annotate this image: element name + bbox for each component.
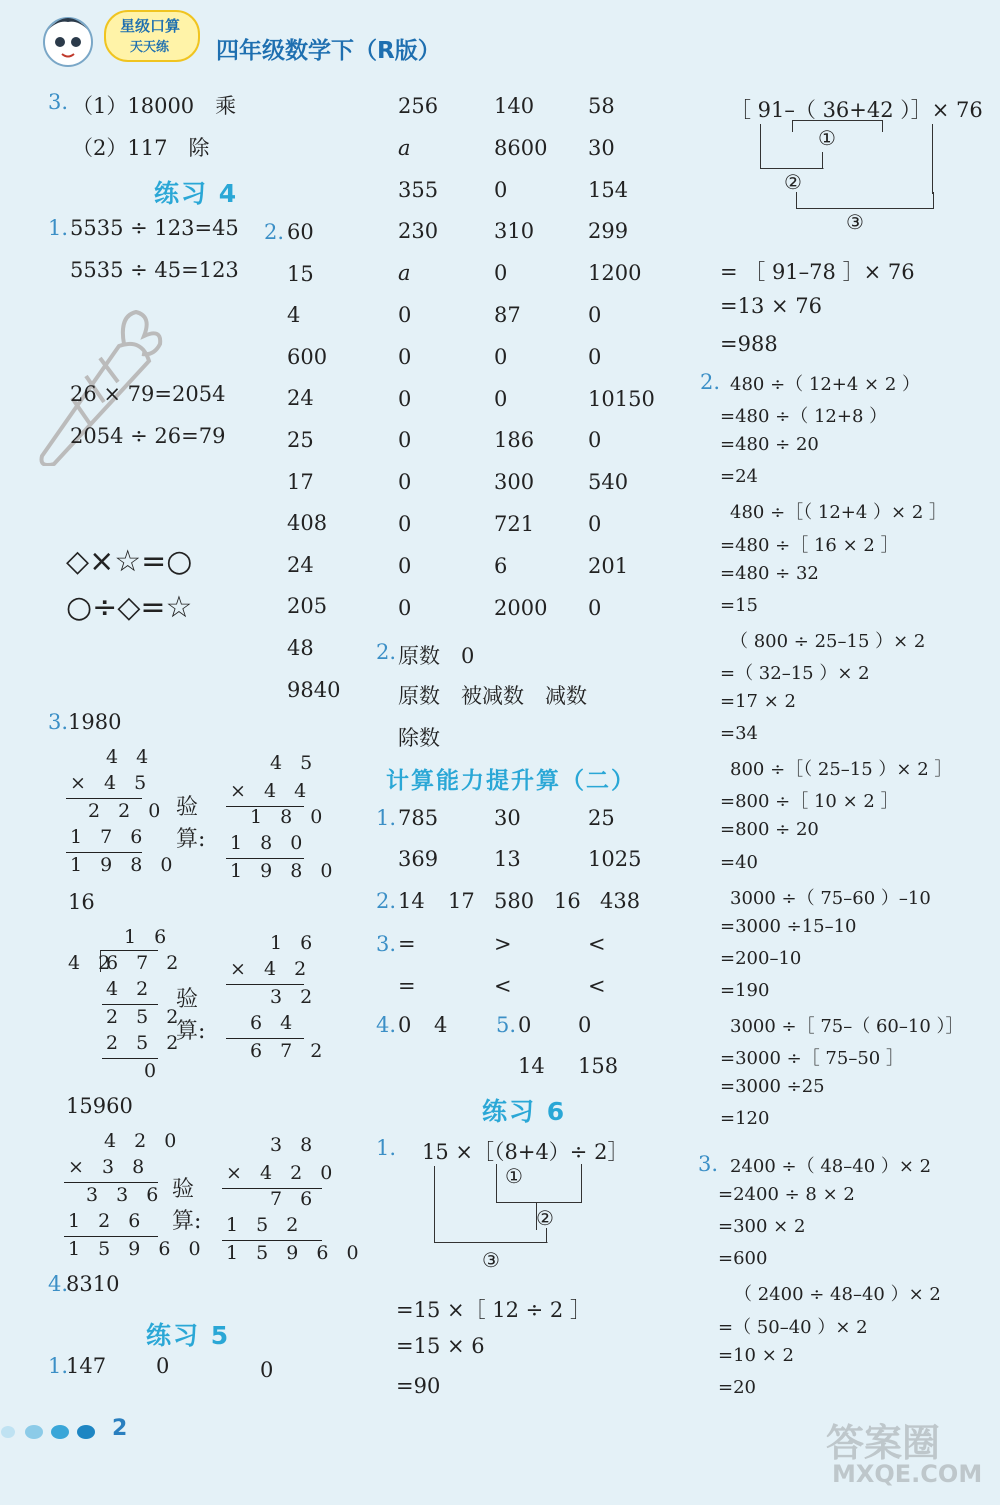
mult1v-row5: 1 9 8 0 (230, 860, 339, 882)
c3-p6-num: 1. (376, 1136, 397, 1160)
p6-brace3b (546, 1228, 547, 1242)
c3-c2-v2: 17 (448, 889, 475, 913)
c3-grid-cell: 0 (398, 470, 412, 495)
div1-quotient: 1 6 (124, 926, 173, 948)
c1-p5-v2: 0 (156, 1354, 170, 1378)
mult1v-row4: 1 8 0 (230, 832, 309, 854)
c4-q3-line: =600 (718, 1248, 768, 1270)
c3-c5-r1b: 0 (578, 1013, 592, 1037)
mult2v-row2: × 4 2 0 (226, 1162, 339, 1184)
c4-q3-line: =20 (718, 1376, 756, 1398)
mult1v-row1: 4 5 (270, 752, 319, 774)
c4-brace1r (882, 120, 883, 132)
c4-q2-line: =200–10 (720, 947, 802, 969)
c4-q2-line: =480 ÷［ 16 × 2 ］ (720, 534, 899, 556)
c1-q3b-num: 3. (48, 710, 69, 734)
verify-label-2a: 验 (176, 987, 199, 1012)
mult1-row3: 2 2 0 (88, 800, 167, 822)
c1-q3-num: 3. (48, 90, 69, 114)
div1-divisor: 4 2 (68, 952, 117, 974)
c3-grid-cell: 300 (494, 470, 535, 495)
c3-c5-r2a: 14 (518, 1054, 545, 1078)
c4-q2-line: 800 ÷［（ 25–15 ）× 2 ］ (730, 759, 953, 781)
header (0, 0, 1000, 80)
c4-brace3r (932, 124, 933, 194)
c2-value: 9840 (287, 677, 341, 702)
c3-c3-r2a: = (398, 974, 416, 998)
badge (104, 10, 200, 62)
page-title: 四年级数学下（R版） (216, 38, 441, 64)
c4-q2-line: =3000 ÷［ 75–50 ］ (720, 1048, 904, 1070)
div1v-row4: 6 4 (250, 1012, 299, 1034)
c1-q16: 16 (68, 890, 95, 914)
mult1-row5: 1 9 8 0 (70, 854, 179, 876)
div1v-line2 (226, 1038, 304, 1039)
c3-grid-cell: 0 (494, 177, 508, 202)
c3-grid-cell: 299 (588, 219, 629, 244)
c4-s3: =988 (720, 332, 778, 356)
c4-q2-line: =480 ÷ 20 (720, 434, 819, 456)
p6-circ3: ③ (482, 1248, 500, 1272)
mult1v-row3: 1 8 0 (250, 806, 329, 828)
c2-num: 2. (264, 220, 285, 244)
c4-q3-num: 3. (698, 1152, 719, 1176)
section-title-4: 练习 4 (154, 179, 239, 208)
c1-shapes-2: ○÷◇=☆ (66, 590, 193, 625)
c3-c2-v5: 438 (600, 889, 641, 913)
watermark-text: 答案圈 (826, 1421, 941, 1465)
c3-grid-cell: 0 (398, 512, 412, 536)
c4-brace2 (760, 124, 824, 169)
p6-circ2: ② (536, 1206, 554, 1230)
c4-q2-num: 2. (700, 370, 721, 394)
mult2-row1: 4 2 0 (104, 1130, 183, 1152)
c3-grid-cell: 6 (494, 553, 508, 578)
c4-q2-line: 480 ÷（ 12+4 × 2 ） (730, 374, 921, 395)
c3-grid-cell: 540 (588, 470, 629, 495)
c3-grid-cell: 201 (588, 553, 629, 578)
c3-c3-r2b: < (494, 974, 512, 998)
c3-grid-cell: 0 (494, 261, 508, 286)
c1-p5-v1: 147 (66, 1354, 107, 1378)
c1-q3-line1: （1）18000 乘 (72, 94, 237, 118)
c3-grid-cell: 2000 (494, 595, 548, 620)
c3-c5-r2b: 158 (578, 1054, 619, 1078)
div1-bar (100, 950, 158, 951)
c4-expr: ［ 91–（ 36+42 ）］× 76 (730, 98, 983, 122)
mult2-line1 (64, 1182, 158, 1183)
mult2-row4: 1 2 6 (68, 1210, 147, 1232)
c3-c4-num: 4. (376, 1013, 397, 1037)
c4-q2-line: =15 (720, 594, 758, 616)
c4-q2-line: =（ 32–15 ）× 2 (720, 662, 870, 684)
mult2-row2: × 3 8 (68, 1156, 151, 1178)
c3-grid-cell: 30 (588, 135, 615, 160)
mult2-line2 (64, 1236, 158, 1237)
c1-q1-num: 1. (48, 216, 69, 240)
c1-q1-a: 5535 ÷ 123=45 (70, 216, 239, 240)
c3-grid-cell: 58 (588, 94, 615, 118)
c3-grid-cell: 186 (494, 428, 535, 453)
c1-p5-v3: 0 (260, 1358, 274, 1382)
mult1-row2: × 4 5 (70, 772, 153, 794)
c3-c5-r1a: 0 (518, 1013, 532, 1037)
c4-q2-line: =34 (720, 723, 758, 745)
c3-grid-cell: 310 (494, 219, 535, 244)
verify-label-3b: 算: (172, 1209, 202, 1234)
c3-q2-line1: 原数 0 (398, 644, 475, 668)
c3-p6-expr: 15 ×［（8+4）÷ 2］ (422, 1140, 629, 1164)
c3-c1-r2b: 13 (494, 847, 521, 871)
c3-grid-cell: 256 (398, 94, 439, 118)
c1-q3-line2: （2）117 除 (72, 136, 210, 160)
c2-value: 17 (287, 469, 314, 494)
c4-q2-line: 3000 ÷［ 75–（ 60–10 ）］ (730, 1016, 964, 1037)
c3-grid-cell: a (398, 135, 411, 160)
mult1-row1: 4 4 (106, 746, 155, 768)
div1-rem1: 2 5 2 (106, 1006, 185, 1028)
watermark-url: MXQE.COM (832, 1460, 983, 1488)
mult2v-row3: 7 6 (270, 1188, 319, 1210)
c3-grid-cell: 355 (398, 177, 439, 202)
mult1-row4: 1 7 6 (70, 826, 149, 848)
mascot-icon (38, 6, 98, 68)
c3-c3-r1b: > (494, 932, 512, 956)
c2-value: 48 (287, 636, 314, 660)
c3-c1-r2a: 369 (398, 847, 439, 871)
div1-dividend: 6 7 2 (106, 952, 185, 974)
div1v-row2: × 4 2 (230, 958, 313, 980)
mult2v-row4: 1 5 2 (226, 1214, 305, 1236)
c3-c1-r1c: 25 (588, 806, 615, 830)
c2-value: 24 (287, 552, 314, 577)
c3-grid-cell: 154 (588, 177, 629, 202)
div1v-row3: 3 2 (270, 986, 319, 1008)
c3-c2-num: 2. (376, 889, 397, 913)
c3-grid-cell: 0 (398, 386, 412, 411)
c4-q3-line: =300 × 2 (718, 1216, 806, 1238)
c3-grid-cell: 0 (588, 595, 602, 620)
c4-q3-line: （ 2400 ÷ 48–40 ）× 2 (734, 1284, 941, 1306)
c2-value: 600 (287, 344, 328, 369)
c1-q1-b: 5535 ÷ 45=123 (70, 258, 239, 282)
c4-q2-line: 3000 ÷（ 75–60 ）–10 (730, 887, 931, 909)
c4-q2-line: =17 × 2 (720, 691, 796, 712)
c4-q2-line: 480 ÷［（ 12+4 ）× 2 ］ (730, 502, 948, 524)
c1-p5-num: 1. (48, 1354, 69, 1378)
verify-label-1a: 验 (176, 795, 199, 820)
c1-q4-val: 8310 (66, 1272, 120, 1296)
c4-brace1 (792, 120, 882, 121)
c3-c4-v2: 4 (434, 1013, 448, 1037)
c2-value: 205 (287, 594, 328, 619)
c3-grid-cell: 0 (588, 344, 602, 369)
c3-grid-cell: 0 (398, 344, 412, 369)
c3-grid-cell: 0 (494, 386, 508, 411)
div1-line2 (102, 1058, 158, 1059)
c4-brace2r (822, 152, 823, 168)
c4-circ2: ② (784, 170, 802, 194)
c2-value: 25 (287, 428, 314, 452)
c1-q15960: 15960 (66, 1094, 133, 1118)
c2-value: 4 (287, 303, 301, 328)
c3-grid-cell: 0 (398, 595, 412, 620)
c4-s2: =13 × 76 (720, 294, 822, 318)
c3-grid-cell: 0 (398, 428, 412, 453)
c4-q2-line: =800 ÷［ 10 × 2 ］ (720, 791, 899, 813)
c4-q2-line: =3000 ÷15–10 (720, 915, 857, 937)
div1-sub1: 4 2 (106, 978, 155, 1000)
p6-circ1: ① (505, 1164, 523, 1188)
div1v-row1: 1 6 (270, 932, 319, 954)
c3-grid-cell: 8600 (494, 135, 548, 160)
c3-c4-v1: 0 (398, 1013, 412, 1037)
c3-grid-cell: 230 (398, 219, 439, 244)
c3-c2-v4: 16 (554, 889, 581, 913)
c4-q2-line: （ 800 ÷ 25–15 ）× 2 (730, 630, 926, 652)
c3-c3-r2c: < (588, 974, 606, 998)
div1-sub2: 2 5 2 (106, 1032, 185, 1054)
c4-q2-line: =3000 ÷25 (720, 1076, 825, 1098)
section-title-5: 练习 5 (146, 1321, 231, 1350)
c4-circ1: ① (818, 126, 836, 150)
c3-c3-r1c: < (588, 932, 606, 956)
mult1-line1 (66, 798, 142, 799)
c1-q3b-val: 1980 (68, 710, 122, 734)
c2-value: 60 (287, 220, 314, 244)
c4-brace3 (796, 192, 934, 209)
c3-c5-num: 5. (496, 1013, 517, 1037)
c3-c3-num: 3. (376, 932, 397, 956)
badge-line1: 星级口算 (120, 17, 181, 35)
c3-grid-cell: 1200 (588, 261, 642, 286)
c4-circ3: ③ (846, 210, 864, 234)
c2-value: 24 (287, 386, 314, 411)
mult1-line2 (66, 852, 142, 853)
c4-s1: = ［ 91–78 ］× 76 (720, 260, 915, 284)
mult2-row5: 1 5 9 6 0 (68, 1238, 207, 1260)
mult2-row3: 3 3 6 (86, 1184, 165, 1206)
c3-grid-cell: 140 (494, 94, 535, 118)
div1-line1 (102, 1004, 158, 1005)
c3-grid-cell: 0 (588, 428, 602, 453)
page-number: 2 (112, 1416, 128, 1441)
c3-grid-cell: 10150 (588, 386, 655, 411)
c4-q3-line: =10 × 2 (718, 1344, 794, 1366)
mult1v-line2 (226, 858, 304, 859)
c3-c3-r1a: = (398, 932, 416, 956)
mult1v-row2: × 4 4 (230, 780, 313, 802)
c3-grid-cell: 0 (588, 512, 602, 536)
c3-p6-s2: =15 × 6 (396, 1334, 485, 1358)
badge-line2: 天天练 (130, 40, 170, 55)
c3-c1-num: 1. (376, 806, 397, 830)
c3-c2-v1: 14 (398, 889, 425, 913)
c4-q2-line: =190 (720, 979, 770, 1001)
c1-q1-c: 26 × 79=2054 (70, 382, 226, 406)
c3-grid-cell: 721 (494, 512, 535, 536)
c3-q2-num: 2. (376, 640, 397, 664)
c4-q2-line: =40 (720, 851, 758, 873)
p6-brace3 (434, 1166, 548, 1243)
c3-c2-v3: 580 (494, 889, 535, 913)
c3-q2-line2: 原数 被减数 减数 (398, 684, 587, 708)
c4-q3-line: =（ 50–40 ）× 2 (718, 1316, 868, 1338)
mult2v-line2 (222, 1240, 322, 1241)
c3-grid-cell: 0 (398, 553, 412, 578)
c4-q3-line: 2400 ÷（ 48–40 ）× 2 (730, 1156, 932, 1177)
c3-p6-s1: =15 ×［ 12 ÷ 2 ］ (396, 1298, 591, 1322)
c3-c1-r1a: 785 (398, 806, 439, 830)
c3-grid-cell: 0 (494, 344, 508, 369)
c4-q2-line: =480 ÷（ 12+8 ） (720, 406, 888, 428)
mult2v-row1: 3 8 (270, 1134, 319, 1156)
div1v-line1 (226, 984, 304, 985)
c1-q4-num: 4. (48, 1272, 69, 1296)
section-title-6: 练习 6 (482, 1097, 567, 1126)
c2-value: 15 (287, 261, 314, 286)
c4-q2-line: =480 ÷ 32 (720, 562, 819, 584)
c3-grid-cell: 87 (494, 303, 521, 327)
c3-c1-r1b: 30 (494, 806, 521, 830)
c4-q2-line: =120 (720, 1108, 770, 1130)
c3-p6-s3: =90 (396, 1374, 441, 1398)
c4-q2-line: =24 (720, 466, 758, 488)
c2-value: 408 (287, 511, 328, 536)
mult2v-row5: 1 5 9 6 0 (226, 1242, 365, 1264)
c1-q1-d: 2054 ÷ 26=79 (70, 424, 226, 448)
c3-grid-cell: 0 (398, 303, 412, 327)
div1-rem2: 0 (144, 1060, 163, 1082)
c1-shapes-1: ◇×☆=○ (66, 544, 193, 579)
verify-label-3a: 验 (172, 1177, 195, 1202)
div1v-row5: 6 7 2 (250, 1040, 329, 1062)
verify-label-1b: 算: (176, 827, 206, 852)
c4-q3-line: =2400 ÷ 8 × 2 (718, 1184, 855, 1206)
c4-q2-line: =800 ÷ 20 (720, 819, 819, 841)
section-title-calc: 计算能力提升算（二） (386, 768, 636, 794)
c3-c1-r2c: 1025 (588, 847, 642, 871)
c3-q2-line3: 除数 (398, 726, 440, 750)
verify-label-2b: 算: (176, 1019, 206, 1044)
footer-dots (0, 1422, 110, 1442)
c3-grid-cell: a (398, 261, 411, 286)
c3-grid-cell: 0 (588, 303, 602, 327)
